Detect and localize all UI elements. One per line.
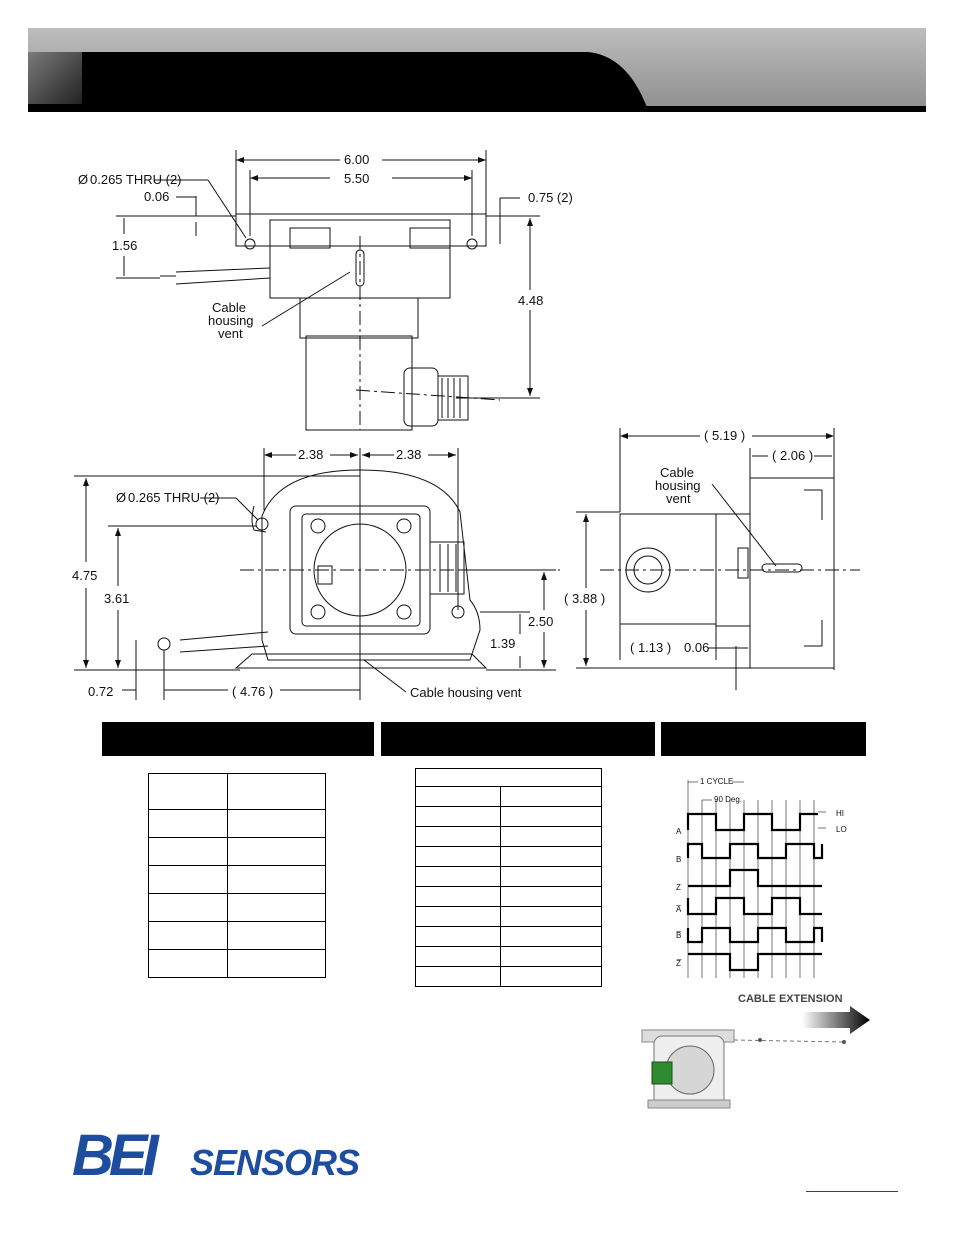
top-vent-label-2: housing [208,313,254,328]
top-vent-label-1: Cable [212,300,246,315]
side-vent-label-3: vent [666,491,691,506]
channel-label: Z [676,883,681,892]
front-hole-note: 0.265 THRU (2) [128,490,220,505]
channel-label: A [676,827,682,836]
channel-label: B̅ [676,931,682,940]
side-vent-label-1: Cable [660,465,694,480]
dim-4-48: 4.48 [518,293,544,308]
dim-0-72: 0.72 [88,684,114,699]
side-vent-label-2: housing [655,478,701,493]
dim-0-06-top: 0.06 [144,189,170,204]
dim-0-06-side: 0.06 [684,640,710,655]
middle-table [415,768,602,987]
footer-link-underline[interactable] [806,1191,898,1192]
waveform-diagram [672,770,862,980]
dim-5-19: ( 5.19 ) [704,428,746,443]
front-vent-label: Cable housing vent [410,685,522,700]
dim-3-61: 3.61 [104,591,130,606]
top-vent-label-3: vent [218,326,243,341]
logo-bei-text: BEI [72,1123,154,1183]
section-bar-middle [381,722,655,756]
phase-label: 90 Deg. [714,795,743,804]
left-table [148,773,326,978]
cable-extension-graphic [630,988,880,1118]
section-bar-left [102,722,374,756]
bei-sensors-logo [72,1123,372,1183]
channel-label: A̅ [676,905,682,914]
dim-1-56: 1.56 [112,238,138,253]
dim-1-13: ( 1.13 ) [630,640,672,655]
section-bar-right [661,722,866,756]
diameter-symbol: Ø [78,172,89,187]
lo-label: LO [836,825,847,834]
top-hole-note: 0.265 THRU (2) [90,172,182,187]
diameter-symbol: Ø [116,490,127,505]
dim-4-75: 4.75 [72,568,98,583]
channel-label: B [676,855,682,864]
dim-1-39: 1.39 [490,636,516,651]
cycle-label: 1 CYCLE [700,777,734,786]
dim-6-00: 6.00 [344,152,370,167]
dim-2-06: ( 2.06 ) [772,448,814,463]
dim-5-50: 5.50 [344,171,370,186]
cable-extension-arrow-icon [802,1006,870,1034]
sensor-photo [642,1030,846,1108]
logo-sensors-text: SENSORS [190,1142,360,1183]
hi-label: HI [836,809,844,818]
channel-label: Z̅ [676,959,681,968]
dim-2-50: 2.50 [528,614,554,629]
dim-0-75: 0.75 (2) [528,190,573,205]
dim-4-76: ( 4.76 ) [232,684,274,699]
dim-2-38-left: 2.38 [298,447,324,462]
dim-3-88: ( 3.88 ) [564,591,606,606]
dim-2-38-right: 2.38 [396,447,422,462]
cable-extension-label: CABLE EXTENSION [738,993,843,1005]
